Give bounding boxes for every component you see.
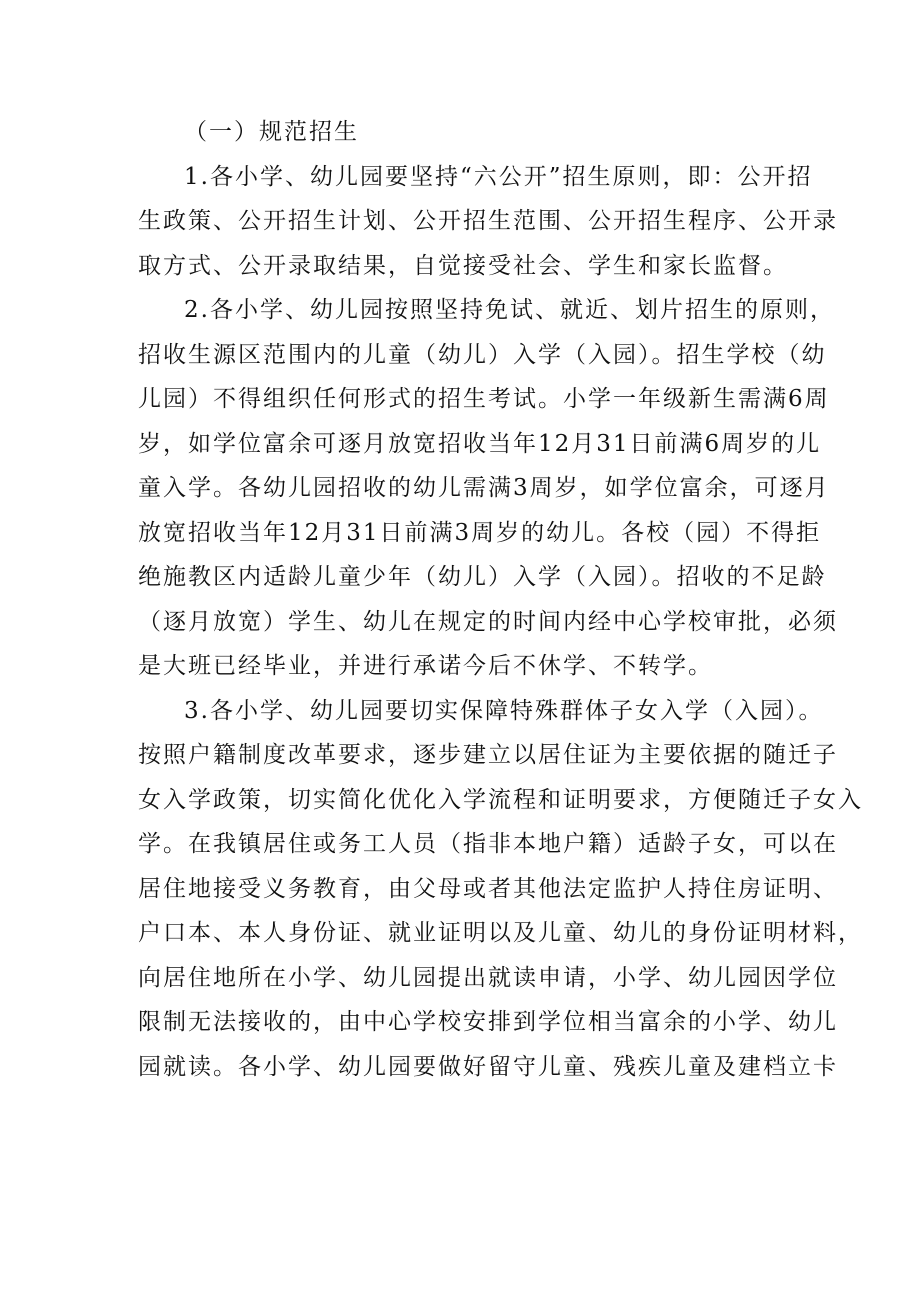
paragraph-line: 女入学政策，切实简化优化入学流程和证明要求，方便随迁子女入: [138, 786, 863, 813]
paragraph-line: 园就读。各小学、幼儿园要做好留守儿童、残疾儿童及建档立卡: [138, 1053, 838, 1080]
paragraph-2: [138, 288, 838, 689]
paragraph-line: 限制无法接收的，由中心学校安排到学位相当富余的小学、幼儿: [138, 1009, 838, 1035]
paragraph-line: 儿园）不得组织任何形式的招生考试。小学一年级新生需满6周: [138, 386, 830, 412]
paragraph-line: 是大班已经毕业，并进行承诺今后不休学、不转学。: [138, 653, 713, 679]
paragraph-3: [138, 689, 863, 1090]
paragraph-line: 向居住地所在小学、幼儿园提出就读申请，小学、幼儿园因学位: [138, 964, 838, 991]
paragraph-line: 绝施教区内适龄儿童少年（幼儿）入学（入园）。招收的不足龄: [138, 564, 827, 590]
paragraph-line: 放宽招收当年12月31日前满3周岁的幼儿。各校（园）不得拒: [138, 519, 822, 546]
section-heading: （一）规范招生: [184, 119, 359, 145]
paragraph-line: 居住地接受义务教育，由父母或者其他法定监护人持住房证明、: [138, 875, 838, 902]
document-body: [138, 110, 863, 1089]
paragraph-line: 童入学。各幼儿园招收的幼儿需满3周岁，如学位富余，可逐月: [138, 475, 830, 501]
paragraph-line: 2.各小学、幼儿园按照坚持免试、就近、划片招生的原则，: [184, 297, 835, 323]
paragraph-line: 1.各小学、幼儿园要坚持“六公开”招生原则，即：公开招: [184, 163, 813, 190]
paragraph-line: （逐月放宽）学生、幼儿在规定的时间内经中心学校审批，必须: [138, 608, 838, 635]
paragraph-line: 取方式、公开录取结果，自觉接受社会、学生和家长监督。: [138, 252, 788, 279]
paragraph-line: 学。在我镇居住或务工人员（指非本地户籍）适龄子女，可以在: [138, 831, 838, 857]
paragraph-line: 按照户籍制度改革要求，逐步建立以居住证为主要依据的随迁子: [138, 742, 838, 768]
paragraph-line: 招收生源区范围内的儿童（幼儿）入学（入园）。招生学校（幼: [138, 341, 827, 368]
paragraph-1: [138, 155, 838, 289]
paragraph-line: 户口本、本人身份证、就业证明以及儿童、幼儿的身份证明材料，: [138, 920, 863, 946]
paragraph-line: 岁，如学位富余可逐月放宽招收当年12月31日前满6周岁的儿: [138, 430, 822, 457]
paragraph-line: 3.各小学、幼儿园要切实保障特殊群体子女入学（入园）。: [184, 697, 824, 724]
paragraph-line: 生政策、公开招生计划、公开招生范围、公开招生程序、公开录: [138, 208, 838, 234]
